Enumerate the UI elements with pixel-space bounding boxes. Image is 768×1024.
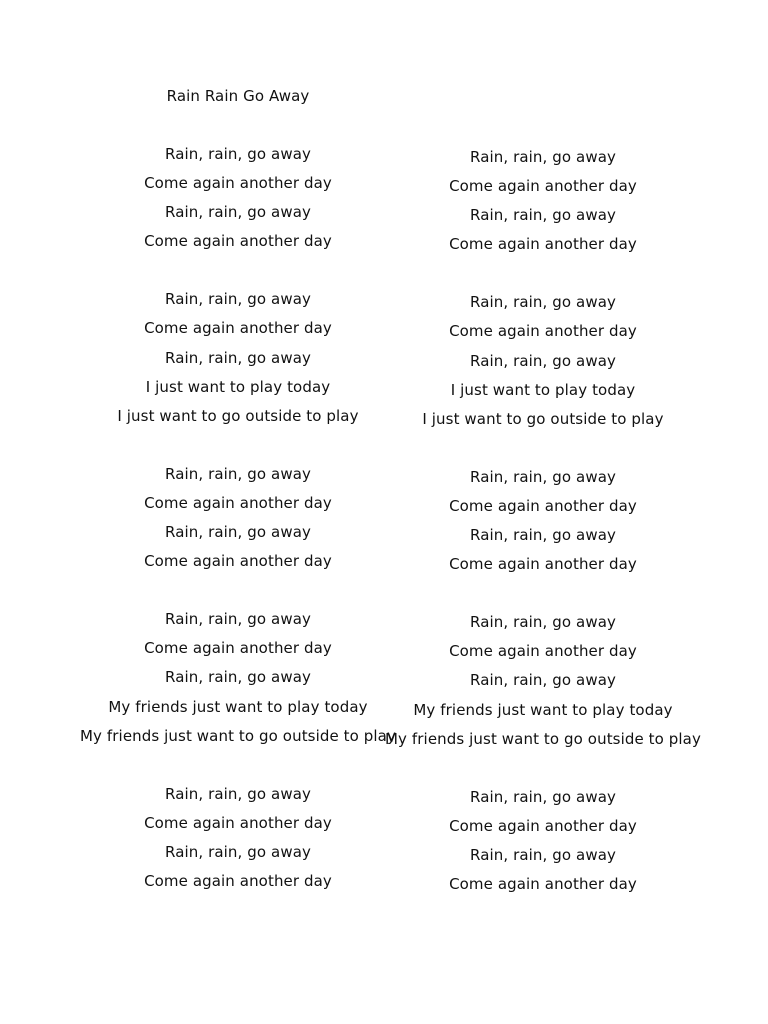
lyric-line: Rain, rain, go away bbox=[470, 845, 616, 864]
lyric-line: Come again another day bbox=[144, 552, 332, 571]
lyrics-column-left bbox=[78, 144, 398, 929]
lyric-line: Come again another day bbox=[449, 496, 637, 515]
lyric-line: My friends just want to go outside to play bbox=[80, 726, 396, 745]
stanza bbox=[78, 289, 398, 434]
stanza bbox=[383, 612, 703, 757]
lyric-line: I just want to go outside to play bbox=[422, 409, 664, 428]
lyric-line: Come again another day bbox=[449, 235, 637, 254]
stanza bbox=[383, 467, 703, 583]
lyric-line: Rain, rain, go away bbox=[470, 293, 616, 312]
lyric-line: Rain, rain, go away bbox=[165, 290, 311, 309]
lyric-line: Rain, rain, go away bbox=[165, 523, 311, 542]
lyric-line: Come again another day bbox=[449, 177, 637, 196]
lyrics-column-right bbox=[383, 147, 703, 932]
lyric-line: Rain, rain, go away bbox=[165, 842, 311, 861]
stanza bbox=[78, 144, 398, 260]
lyric-line: Rain, rain, go away bbox=[165, 203, 311, 222]
lyric-line: Come again another day bbox=[449, 816, 637, 835]
lyric-line: Come again another day bbox=[144, 232, 332, 251]
lyric-line: Rain, rain, go away bbox=[165, 464, 311, 483]
lyric-line: My friends just want to go outside to play bbox=[385, 729, 701, 748]
lyric-line: Rain, rain, go away bbox=[165, 145, 311, 163]
stanza bbox=[383, 147, 703, 263]
lyric-line: I just want to play today bbox=[145, 377, 331, 396]
lyric-line: Rain, rain, go away bbox=[470, 206, 616, 225]
lyric-line: My friends just want to play today bbox=[108, 697, 368, 716]
lyric-line: I just want to go outside to play bbox=[117, 406, 359, 425]
stanza bbox=[78, 609, 398, 754]
lyric-line: Rain, rain, go away bbox=[470, 526, 616, 545]
lyric-line: Come again another day bbox=[449, 555, 637, 574]
lyric-line: I just want to play today bbox=[450, 380, 636, 399]
stanza bbox=[383, 787, 703, 903]
lyric-line: Come again another day bbox=[144, 493, 332, 512]
lyric-line: Come again another day bbox=[449, 642, 637, 661]
page-title: Rain Rain Go Away bbox=[166, 87, 310, 105]
stanza bbox=[383, 292, 703, 437]
lyric-line: Rain, rain, go away bbox=[470, 148, 616, 166]
lyric-line: Rain, rain, go away bbox=[165, 784, 311, 803]
lyric-line: Rain, rain, go away bbox=[165, 668, 311, 687]
lyric-line: Come again another day bbox=[144, 871, 332, 890]
stanza bbox=[78, 464, 398, 580]
lyric-line: Come again another day bbox=[144, 813, 332, 832]
lyric-line: Rain, rain, go away bbox=[470, 467, 616, 486]
lyric-line: Come again another day bbox=[144, 174, 332, 193]
lyric-line: Come again another day bbox=[144, 319, 332, 338]
lyric-line: My friends just want to play today bbox=[413, 700, 673, 719]
stanza bbox=[78, 784, 398, 900]
lyric-line: Rain, rain, go away bbox=[470, 613, 616, 632]
lyric-line: Come again another day bbox=[449, 322, 637, 341]
lyric-line: Rain, rain, go away bbox=[470, 787, 616, 806]
lyric-line: Rain, rain, go away bbox=[470, 351, 616, 370]
lyric-line: Come again another day bbox=[144, 639, 332, 658]
lyric-line: Rain, rain, go away bbox=[470, 671, 616, 690]
lyric-line: Rain, rain, go away bbox=[165, 610, 311, 629]
lyric-line: Rain, rain, go away bbox=[165, 348, 311, 367]
lyric-line: Come again another day bbox=[449, 874, 637, 893]
